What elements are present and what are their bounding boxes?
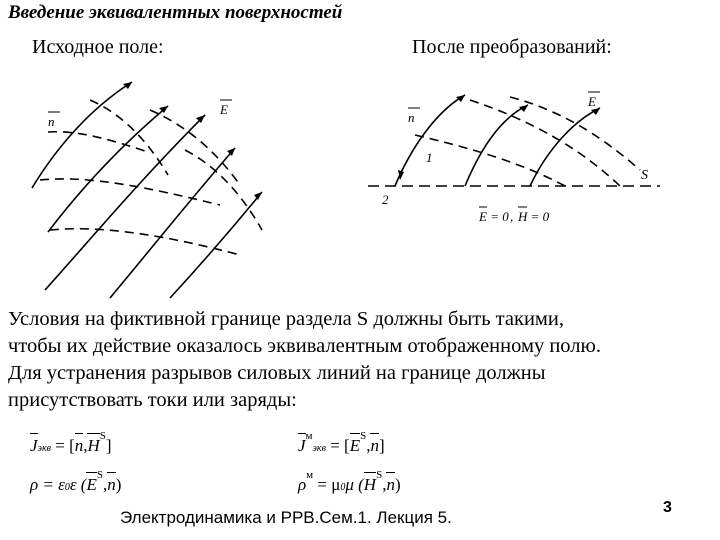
field-line bbox=[465, 105, 528, 186]
region-1-label: 1 bbox=[426, 150, 433, 165]
formula-magnetic-current: $J^мэкв = [E^S,n]$ bbox=[298, 430, 385, 455]
formula-electric-charge: ρ = ε0ε $(E^S,n)$ bbox=[30, 469, 122, 494]
vec-E-label: E bbox=[588, 94, 596, 109]
page-number: 3 bbox=[663, 499, 672, 516]
vec-E-label: E bbox=[220, 102, 228, 117]
body-line: Для устранения разрывов силовых линий на границе должны bbox=[8, 362, 546, 384]
body-line: чтобы их действие оказалось эквивалентным отображенному полю. bbox=[8, 335, 601, 357]
body-text bbox=[8, 306, 712, 414]
equipotential-line bbox=[470, 100, 620, 186]
field-line bbox=[395, 95, 465, 186]
e-zero-condition: E = 0 bbox=[479, 209, 509, 224]
surface-S-label: S bbox=[641, 168, 648, 183]
footer-text: Электродинамика и РРВ.Сем.1. Лекция 5. bbox=[120, 508, 452, 527]
equipotential-line bbox=[510, 97, 640, 170]
vec-n-label: n bbox=[408, 110, 415, 125]
field-line bbox=[530, 108, 600, 186]
h-zero-condition: H = 0 bbox=[518, 209, 550, 224]
formula-magnetic-charge: $\rho^м = \mu 0\mu$ $(H^S,n)$ bbox=[298, 469, 401, 494]
equipotential-line bbox=[415, 135, 565, 186]
region-2-label: 2 bbox=[382, 192, 389, 207]
arrow-head bbox=[456, 95, 465, 102]
transformed-field-label: После преобразований: bbox=[412, 36, 612, 58]
body-line: присутствовать токи или заряды: bbox=[8, 389, 297, 411]
body-line: Условия на фиктивной границе раздела S должны быть такими, bbox=[8, 308, 564, 330]
vec-n-label: n bbox=[48, 114, 55, 129]
formula-electric-current: Jэкв = $[n,H^S]$ bbox=[30, 430, 112, 455]
original-field-label: Исходное поле: bbox=[32, 36, 164, 58]
condition-separator: , bbox=[510, 209, 514, 224]
slide-title: Введение эквивалентных поверхностей bbox=[8, 2, 343, 23]
